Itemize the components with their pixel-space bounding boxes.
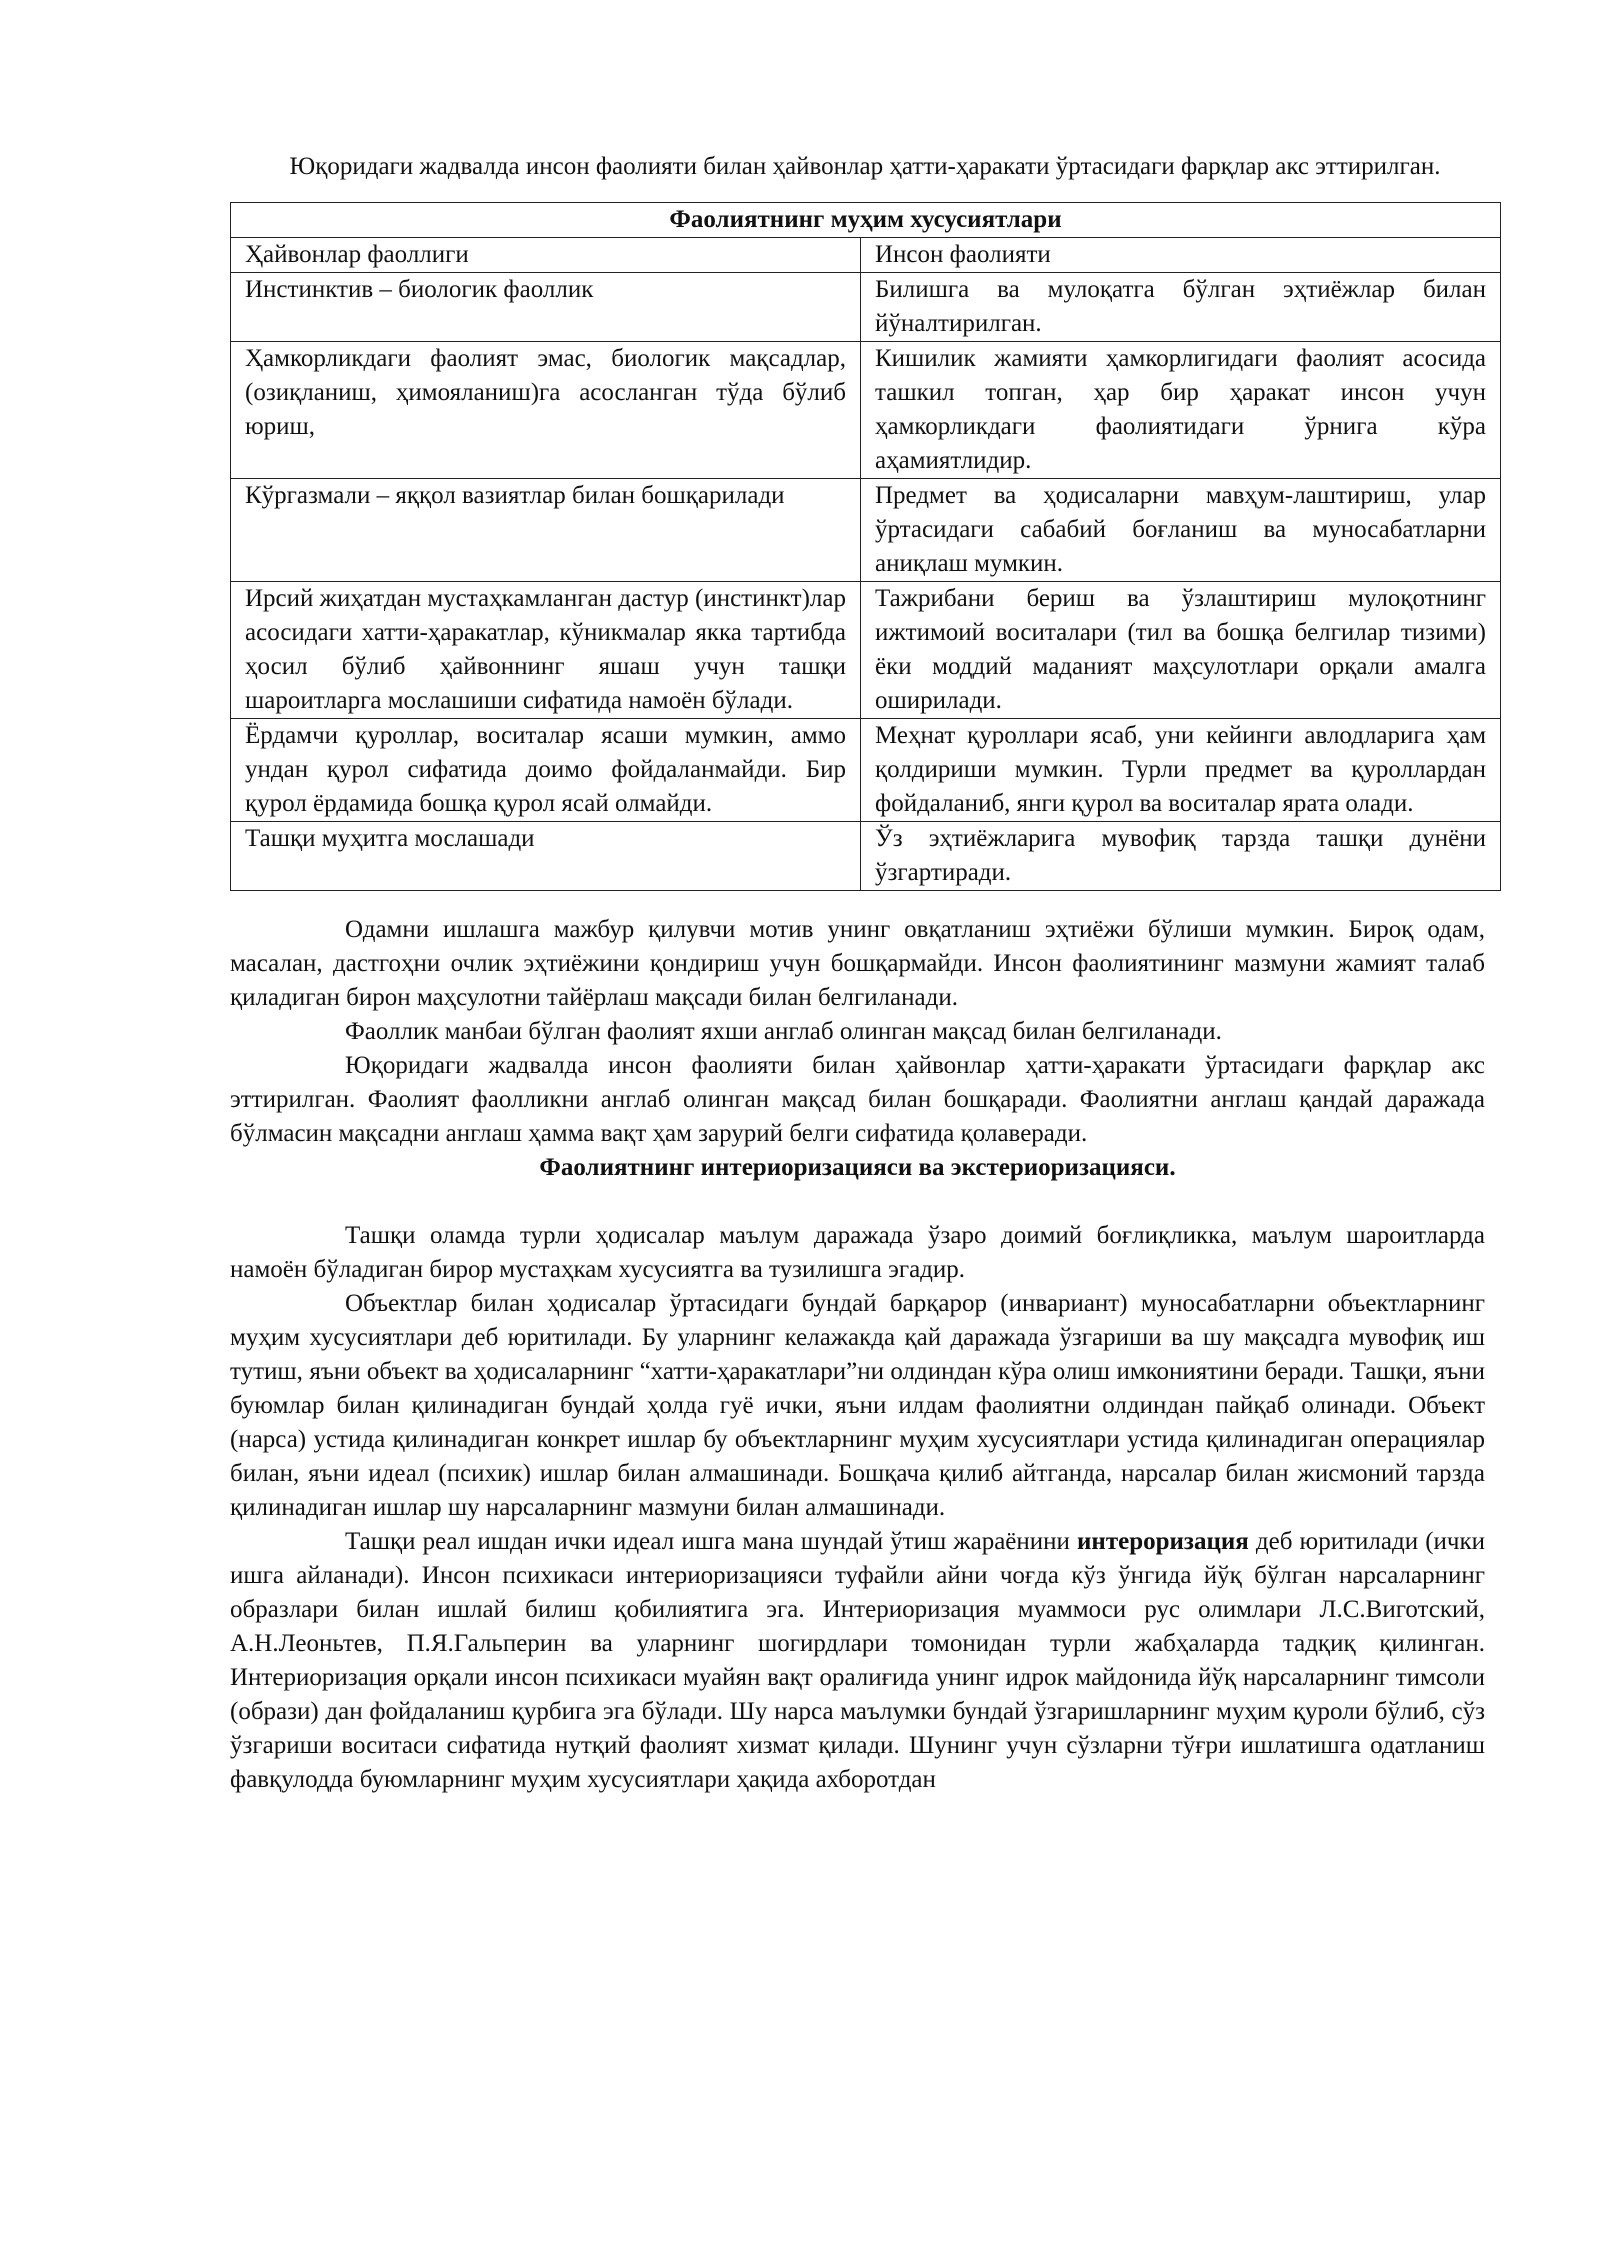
- table-cell-animals: Ҳамкорликдаги фаолият эмас, биологик мақсадлар, (озиқланиш, ҳимояланиш)га асосланган тўда бўлиб юриш,: [231, 342, 861, 479]
- features-table: [230, 202, 1501, 891]
- body-text: [230, 913, 1485, 1797]
- table-cell-human: Ўз эҳтиёжларига мувофиқ тарзда ташқи дунёни ўзгартиради.: [861, 822, 1501, 891]
- table-cell-animals: Ирсий жиҳатдан мустаҳкамланган дастур (инстинкт)лар асосидаги хатти-ҳаракатлар, кўникмалар якка тартибда ҳосил бўлиб ҳайвоннинг яшаш учун ташқи шароитларга мослашиши сифатида намоён бўлади.: [231, 582, 861, 719]
- paragraph: Ташқи оламда турли ҳодисалар маълум даражада ўзаро доимий боғлиқликка, маълум шароитларда намоён бўладиган бирор мустаҳкам хусусиятга ва тузилишга эгадир.: [230, 1222, 1485, 1283]
- paragraph: Объектлар билан ҳодисалар ўртасидаги бундай барқарор (инвариант) муносабатларни объектларнинг муҳим хусусиятлари деб юритилади. Бу уларнинг келажакда қай даражада ўзгариши ва шу мақсадга мувофиқ иш тутиш, яъни объект ва ҳодисаларнинг “хатти-ҳаракатлари”ни олдиндан кўра олиш имкониятини беради. Ташқи, яъни буюмлар билан қилинадиган бундай ҳолда гуё ички, яъни илдам фаолиятни олдиндан пайқаб олинади. Объект (нарса) устида қилинадиган конкрет ишлар бу объектларнинг муҳим хусусиятлари устида қилинадиган операциялар билан, яъни идеал (психик) ишлар билан алмашинади. Бошқача қилиб айтганда, нарсалар билан жисмоний тарзда қилинадиган ишлар шу нарсаларнинг мазмуни билан алмашинади.: [230, 1290, 1485, 1521]
- table-cell-human: Предмет ва ҳодисаларни мавҳум-лаштириш, улар ўртасидаги сабабий боғланиш ва муносабатларни аниқлаш мумкин.: [861, 479, 1501, 582]
- table-cell-human: Тажрибани бериш ва ўзлаштириш мулоқотнинг ижтимоий воситалари (тил ва бошқа белгилар тизими) ёки моддий маданият маҳсулотлари орқали амалга оширилади.: [861, 582, 1501, 719]
- table-header-row: [231, 238, 1501, 273]
- column-header-animals: Ҳайвонлар фаоллиги: [231, 238, 861, 273]
- table-title: Фаолиятнинг муҳим хусусиятлари: [231, 203, 1501, 238]
- table-cell-animals: Кўргазмали – яққол вазиятлар билан бошқарилади: [231, 479, 861, 582]
- table-row: [231, 479, 1501, 582]
- table-cell-animals: Ёрдамчи қуроллар, воситалар ясаши мумкин, аммо ундан қурол сифатида доимо фойдаланмайди. Бир қурол ёрдамида бошқа қурол ясай олмайди.: [231, 719, 861, 822]
- paragraph-text: Ташқи реал ишдан ички идеал ишга мана шундай ўтиш жараёнини: [345, 1528, 1078, 1555]
- table-cell-human: Билишга ва мулоқатга бўлган эҳтиёжлар билан йўналтирилган.: [861, 273, 1501, 342]
- table-cell-animals: Ташқи муҳитга мослашади: [231, 822, 861, 891]
- table-row: [231, 822, 1501, 891]
- bold-term: интероризация: [1077, 1528, 1249, 1555]
- paragraph-text: деб юритилади (ички ишга айланади). Инсон психикаси интериоризацияси туфайли айни чоғда кўз ўнгида йўқ бўлган нарсаларнинг образлари билан ишлай билиш қобилиятига эга. Интериоризация муаммоси рус олимлари Л.С.Виготский, А.Н.Леоньтев, П.Я.Гальперин ва уларнинг шогирдлари томонидан турли жабҳаларда тадқиқ қилинган. Интериоризация орқали инсон психикаси муайян вақт оралиғида унинг идрок майдонида йўқ нарсаларнинг тимсоли (образи) дан фойдаланиш қурбига эга бўлади. Шу нарса маълумки бундай ўзгаришларнинг муҳим қуроли бўлиб, сўз ўзгариши воситаси сифатида нутқий фаолият хизмат қилади. Шунинг учун сўзларни тўғри ишлатишга одатланиш фавқулодда буюмларнинг муҳим хусусиятлари ҳақида ахборотдан: [230, 1528, 1485, 1793]
- paragraph: Одамни ишлашга мажбур қилувчи мотив унинг овқатланиш эҳтиёжи бўлиши мумкин. Бироқ одам, масалан, дастгоҳни очлик эҳтиёжини қондириш учун бошқармайди. Инсон фаолиятининг мазмуни жамият талаб қиладиган бирон маҳсулотни тайёрлаш мақсади билан белгиланади.: [230, 916, 1485, 1011]
- paragraph: [230, 1525, 1485, 1797]
- table-row: [231, 582, 1501, 719]
- table-row: [231, 719, 1501, 822]
- paragraph: Фаоллик манбаи бўлган фаолият яхши англаб олинган мақсад билан белгиланади.: [345, 1018, 1222, 1045]
- table-cell-animals: Инстинктив – биологик фаоллик: [231, 273, 861, 342]
- paragraph: Юқоридаги жадвалда инсон фаолияти билан ҳайвонлар ҳатти-ҳаракати ўртасидаги фарқлар акс эттирилган. Фаолият фаолликни англаб олинган мақсад билан бошқаради. Фаолиятни англаш қандай даражада бўлмасин мақсадни англаш ҳамма вақт ҳам зарурий белги сифатида қолаверади.: [230, 1052, 1485, 1147]
- table-cell-human: Кишилик жамияти ҳамкорлигидаги фаолият асосида ташкил топган, ҳар бир ҳаракат инсон учун ҳамкорликдаги фаолиятидаги ўрнига кўра аҳамиятлидир.: [861, 342, 1501, 479]
- table-cell-human: Меҳнат қуроллари ясаб, уни кейинги авлодларига ҳам қолдириши мумкин. Турли предмет ва қуроллардан фойдаланиб, янги қурол ва воситалар ярата олади.: [861, 719, 1501, 822]
- column-header-human: Инсон фаолияти: [861, 238, 1501, 273]
- document-page: [230, 150, 1500, 1797]
- table-title-row: [231, 203, 1501, 238]
- table-row: [231, 342, 1501, 479]
- intro-text: Юқоридаги жадвалда инсон фаолияти билан ҳайвонлар ҳатти-ҳаракати ўртасидаги фарқлар акс эттирилган.: [289, 153, 1441, 180]
- section-heading: Фаолиятнинг интериоризацияси ва экстериоризацияси.: [539, 1154, 1176, 1181]
- table-row: [231, 273, 1501, 342]
